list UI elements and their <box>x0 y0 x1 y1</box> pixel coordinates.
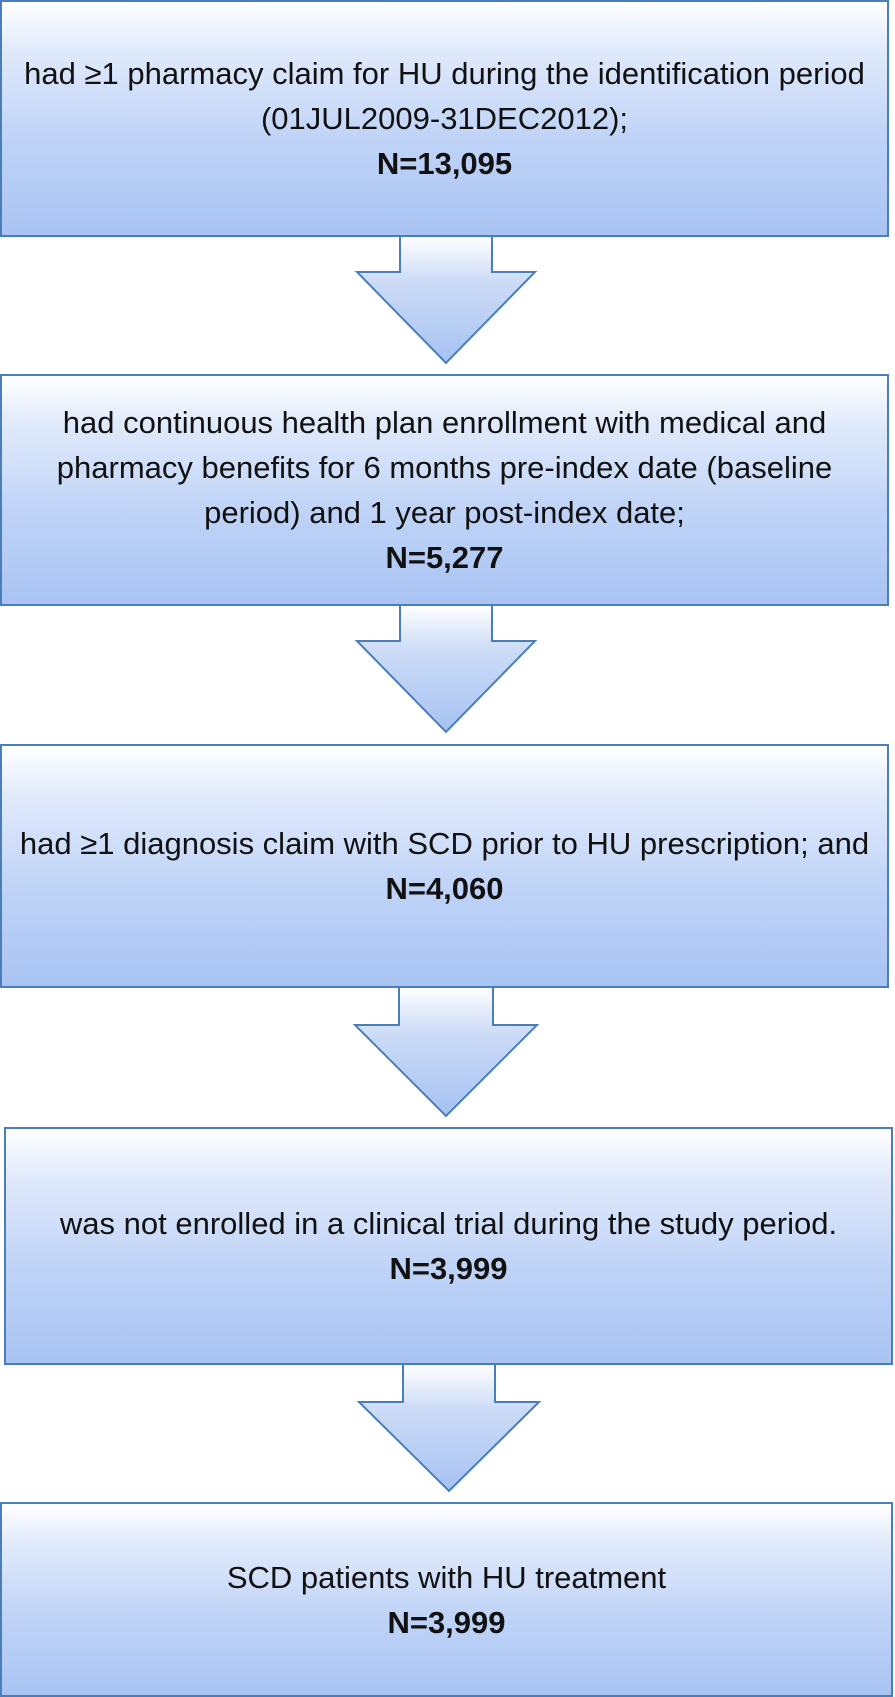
step-5-count: N=3,999 <box>387 1604 506 1640</box>
down-arrow-2 <box>354 605 538 735</box>
flow-step-4 <box>4 1127 893 1365</box>
down-arrow-4 <box>356 1364 542 1494</box>
step-1-criteria: had ≥1 pharmacy claim for HU during the identification period (01JUL2009-31DEC2012); <box>24 56 865 136</box>
step-5-criteria: SCD patients with HU treatment <box>226 1559 667 1595</box>
flow-step-2 <box>0 374 889 606</box>
down-arrow-1 <box>354 236 538 366</box>
step-2-count: N=5,277 <box>385 540 504 575</box>
step-2-criteria: had continuous health plan enrollment with medical and pharmacy benefits for 6 months pre-index date (baseline period) and 1 year post-index date; <box>56 405 833 530</box>
flow-step-3 <box>0 744 889 988</box>
flow-step-1 <box>0 0 889 237</box>
step-4-criteria: was not enrolled in a clinical trial during the study period. <box>59 1206 838 1241</box>
flow-step-5 <box>0 1502 893 1697</box>
down-arrow-3 <box>352 987 540 1119</box>
step-1-count: N=13,095 <box>376 146 513 181</box>
step-3-count: N=4,060 <box>385 871 504 906</box>
step-3-criteria: had ≥1 diagnosis claim with SCD prior to HU prescription; and <box>19 826 870 861</box>
step-4-count: N=3,999 <box>389 1251 508 1286</box>
